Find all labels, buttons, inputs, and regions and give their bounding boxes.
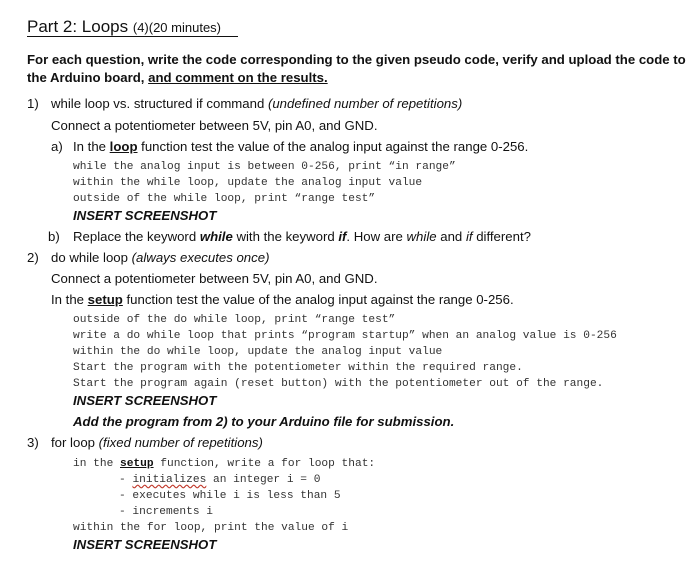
q1-heading-text: while loop vs. structured if command — [51, 96, 268, 111]
q3-bullet-2: - executes while i is less than 5 — [119, 490, 341, 502]
title-count: (4) — [132, 20, 149, 35]
title-underline — [27, 36, 238, 37]
q3-setup-keyword: setup — [120, 458, 154, 470]
q1b-post1: . How are — [346, 229, 407, 244]
q2-heading-note: (always executes once) — [131, 250, 270, 265]
q3-number: 3) — [27, 435, 39, 450]
q1-code-line: outside of the while loop, print “range test” — [73, 193, 376, 205]
q2-number: 2) — [27, 250, 39, 265]
q1b-label: b) — [48, 229, 60, 244]
q3-bullet-1-rest: an integer i = 0 — [206, 474, 321, 486]
q2-heading — [51, 250, 269, 266]
q1a-pre: In the — [73, 139, 110, 154]
q3-bullet-1 — [119, 473, 320, 488]
q2-code-line: outside of the do while loop, print “range test” — [73, 314, 396, 326]
q3-code-intro — [73, 457, 375, 472]
q3-screenshot-prompt: INSERT SCREENSHOT — [73, 537, 217, 552]
q3-code-pre: in the — [73, 458, 120, 470]
q2-code-line: within the do while loop, update the analog input value — [73, 346, 443, 358]
q2-screenshot-prompt: INSERT SCREENSHOT — [73, 393, 217, 408]
q1-code-line: within the while loop, update the analog input value — [73, 177, 423, 189]
title-time: (20 minutes) — [148, 20, 221, 35]
q2-setup-keyword: setup — [87, 292, 123, 307]
q1-connect: Connect a potentiometer between 5V, pin A0, and GND. — [51, 118, 378, 133]
q1a-text — [73, 139, 528, 155]
intro-emphasis: and comment on the results. — [148, 70, 328, 85]
intro-text: the Arduino board, — [27, 70, 149, 85]
q2-connect: Connect a potentiometer between 5V, pin A0, and GND. — [51, 271, 378, 286]
q3-heading-text: for loop — [51, 435, 99, 450]
q3-bullet-1-word: initializes — [132, 474, 207, 486]
intro-line-1: For each question, write the code corresponding to the given pseudo code, verify and upload the code to — [27, 52, 686, 67]
q3-code-post: function, write a for loop that: — [153, 458, 376, 470]
q1-screenshot-prompt: INSERT SCREENSHOT — [73, 208, 217, 223]
q1b-word-if: if — [465, 229, 473, 244]
q2-heading-text: do while loop — [51, 250, 132, 265]
q3-heading — [51, 435, 263, 451]
q1-heading — [51, 96, 462, 112]
q2-setup-pre: In the — [51, 292, 88, 307]
q3-bullet-dash: - — [119, 474, 126, 486]
q1b-word-while: while — [406, 229, 437, 244]
q2-submission-note: Add the program from 2) to your Arduino file for submission. — [73, 414, 455, 429]
q1b-post3: different? — [472, 229, 531, 244]
intro-line-2 — [27, 70, 328, 86]
q2-code-line: write a do while loop that prints “program startup” when an analog value is 0-256 — [73, 330, 617, 342]
q1b-post2: and — [436, 229, 466, 244]
q3-bullet-3: - increments i — [119, 506, 213, 518]
q1a-label: a) — [51, 139, 63, 154]
q3-heading-note: (fixed number of repetitions) — [98, 435, 263, 450]
section-title — [27, 17, 221, 38]
q2-setup-post: function test the value of the analog input against the range 0-256. — [122, 292, 514, 307]
q1a-post: function test the value of the analog input against the range 0-256. — [137, 139, 529, 154]
q3-code-last: within the for loop, print the value of i — [73, 522, 349, 534]
q1-code-line: while the analog input is between 0-256, print “in range” — [73, 161, 456, 173]
q1-heading-note: (undefined number of repetitions) — [267, 96, 463, 111]
q1a-keyword: loop — [109, 139, 138, 154]
q1-number: 1) — [27, 96, 39, 111]
q2-setup-line — [51, 292, 514, 308]
q1b-mid: with the keyword — [232, 229, 339, 244]
q1b-keyword-if: if — [338, 229, 347, 244]
q1b-pre: Replace the keyword — [73, 229, 200, 244]
q2-code-line: Start the program again (reset button) with the potentiometer out of the range. — [73, 378, 604, 390]
q1b-keyword-while: while — [199, 229, 233, 244]
q1b-text — [73, 229, 531, 245]
title-main: Part 2: Loops — [27, 17, 129, 36]
q2-code-line: Start the program with the potentiometer within the required range. — [73, 362, 523, 374]
